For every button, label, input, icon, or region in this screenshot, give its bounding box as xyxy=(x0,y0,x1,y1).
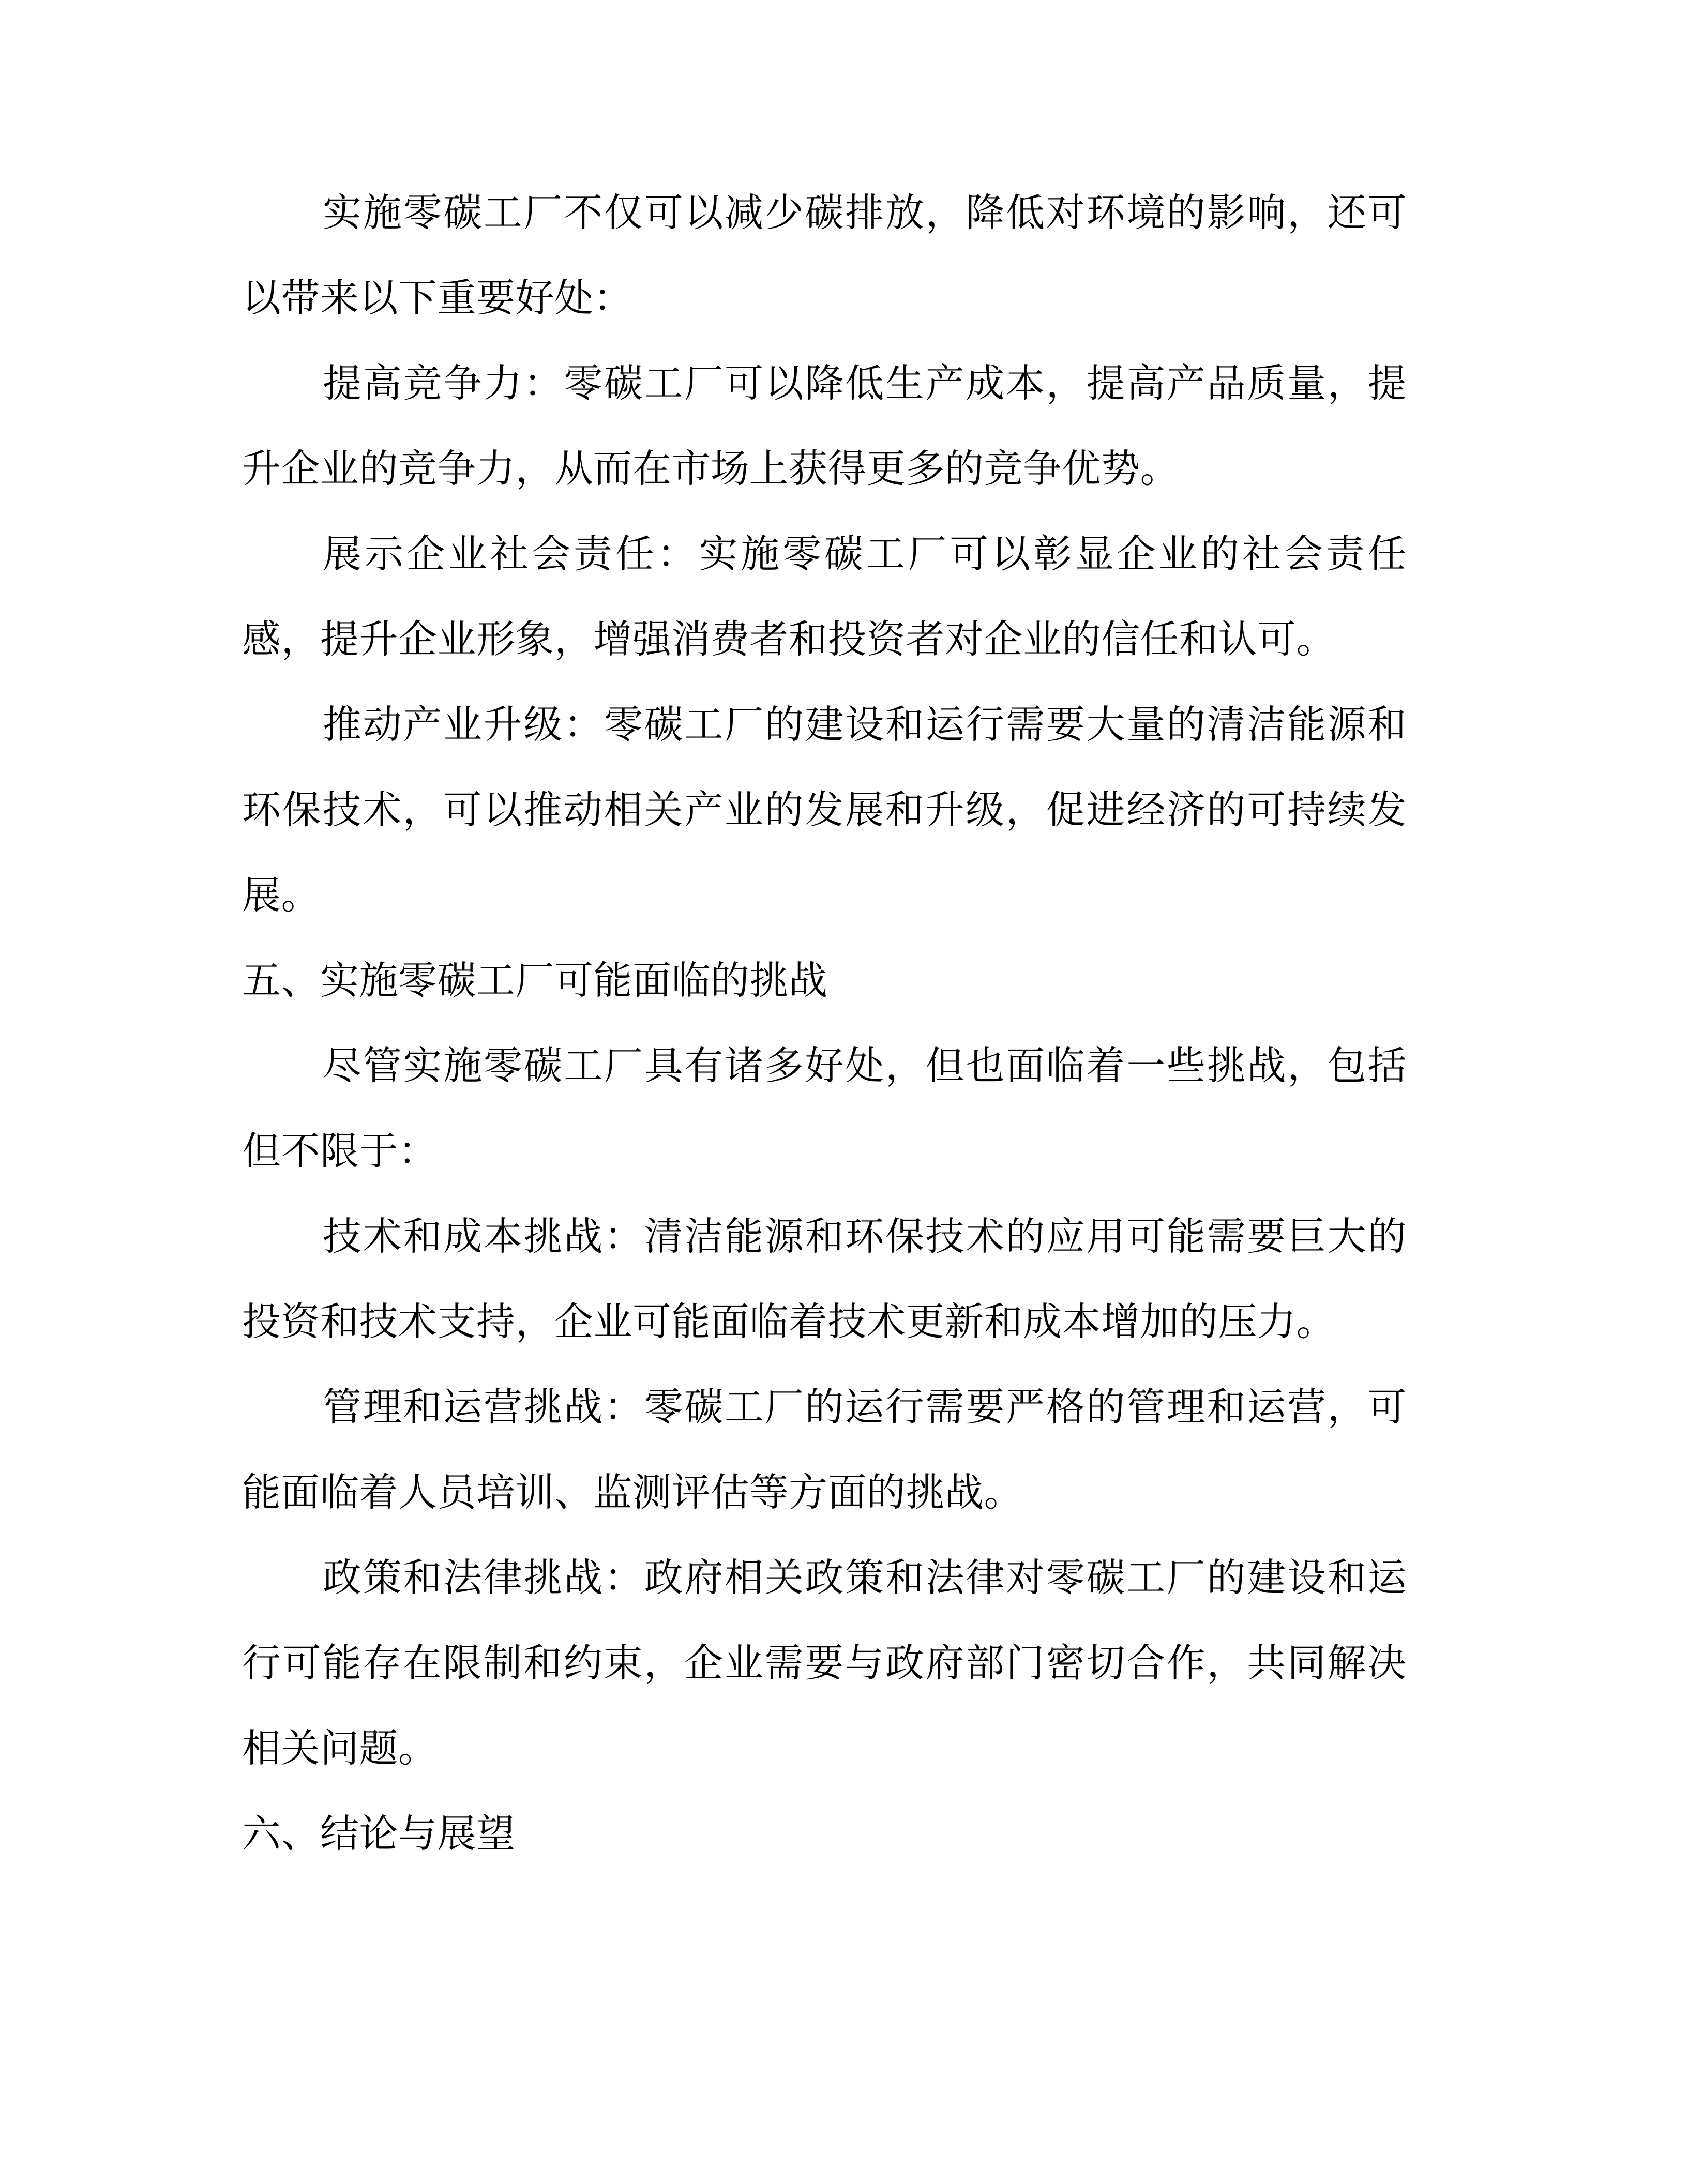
paragraph-competitiveness: 提高竞争力：零碳工厂可以降低生产成本，提高产品质量，提升企业的竞争力，从而在市场上获得更多的竞争优势。 xyxy=(242,362,1407,491)
document-text-column xyxy=(242,171,1407,1877)
paragraph-industry-upgrade: 推动产业升级：零碳工厂的建设和运行需要大量的清洁能源和环保技术，可以推动相关产业的发展和升级，促进经济的可持续发展。 xyxy=(242,704,1407,917)
paragraph-management-operation-challenge: 管理和运营挑战：零碳工厂的运行需要严格的管理和运营，可能面临着人员培训、监测评估等方面的挑战。 xyxy=(242,1386,1407,1514)
paragraph-technology-cost-challenge: 技术和成本挑战：清洁能源和环保技术的应用可能需要巨大的投资和技术支持，企业可能面临着技术更新和成本增加的压力。 xyxy=(242,1216,1407,1344)
paragraph-policy-law-challenge: 政策和法律挑战：政府相关政策和法律对零碳工厂的建设和运行可能存在限制和约束，企业需要与政府部门密切合作，共同解决相关问题。 xyxy=(242,1557,1407,1770)
paragraph-challenges-intro: 尽管实施零碳工厂具有诸多好处，但也面临着一些挑战，包括但不限于： xyxy=(242,1045,1407,1173)
paragraph-benefits-intro: 实施零碳工厂不仅可以减少碳排放，降低对环境的影响，还可以带来以下重要好处： xyxy=(242,192,1407,320)
heading-section-six: 六、结论与展望 xyxy=(242,1813,516,1856)
heading-section-five: 五、实施零碳工厂可能面临的挑战 xyxy=(242,960,828,1003)
paragraph-social-responsibility: 展示企业社会责任：实施零碳工厂可以彰显企业的社会责任感，提升企业形象，增强消费者和投资者对企业的信任和认可。 xyxy=(242,533,1407,661)
